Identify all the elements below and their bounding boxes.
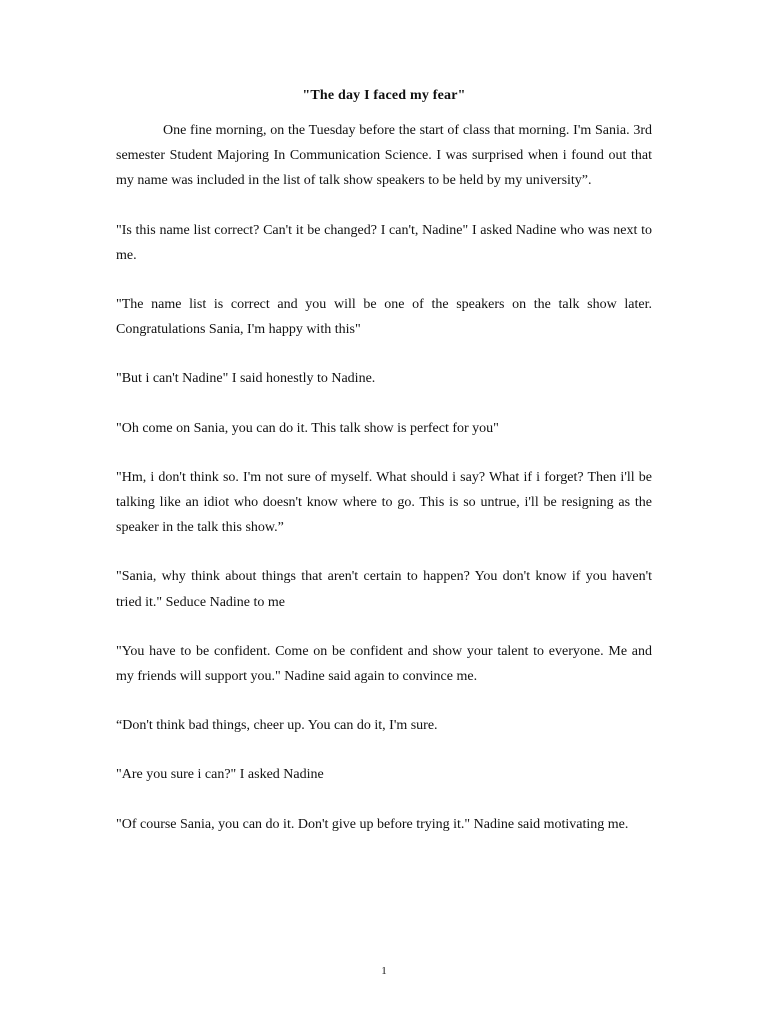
paragraph: "But i can't Nadine" I said honestly to Nadine. xyxy=(116,371,376,387)
paragraph: "Is this name list correct? Can't it be changed? I can't, Nadine" I asked Nadine who was next to me. xyxy=(116,222,652,263)
document-body xyxy=(116,118,652,861)
paragraph: “Don't think bad things, cheer up. You can do it, I'm sure. xyxy=(116,718,438,734)
paragraph: "Of course Sania, you can do it. Don't give up before trying it." Nadine said motivating me. xyxy=(116,816,629,832)
page-number: 1 xyxy=(381,965,387,977)
document-title: "The day I faced my fear" xyxy=(302,88,466,103)
paragraph: "The name list is correct and you will be one of the speakers on the talk show later. Congratulations Sania, I'm happy with this" xyxy=(116,297,652,338)
paragraph: "Hm, i don't think so. I'm not sure of myself. What should i say? What if i forget? Then i'll be talking like an idiot who doesn't know where to go. This is so untrue, i'll be resigning as the speaker in the talk this show.” xyxy=(116,469,652,536)
paragraph: "Oh come on Sania, you can do it. This talk show is perfect for you" xyxy=(116,420,499,436)
paragraph: "You have to be confident. Come on be confident and show your talent to everyone. Me and my friends will support you." Nadine said again to convince me. xyxy=(116,643,652,685)
paragraph: "Are you sure i can?" I asked Nadine xyxy=(116,767,324,783)
paragraph: One fine morning, on the Tuesday before the start of class that morning. I'm Sania. 3rd semester Student Majoring In Communication Science. I was surprised when i found out that my name was included in the list of talk show speakers to be held by my university”. xyxy=(116,123,652,189)
paragraph: "Sania, why think about things that aren't certain to happen? You don't know if you haven't tried it." Seduce Nadine to me xyxy=(116,569,652,610)
